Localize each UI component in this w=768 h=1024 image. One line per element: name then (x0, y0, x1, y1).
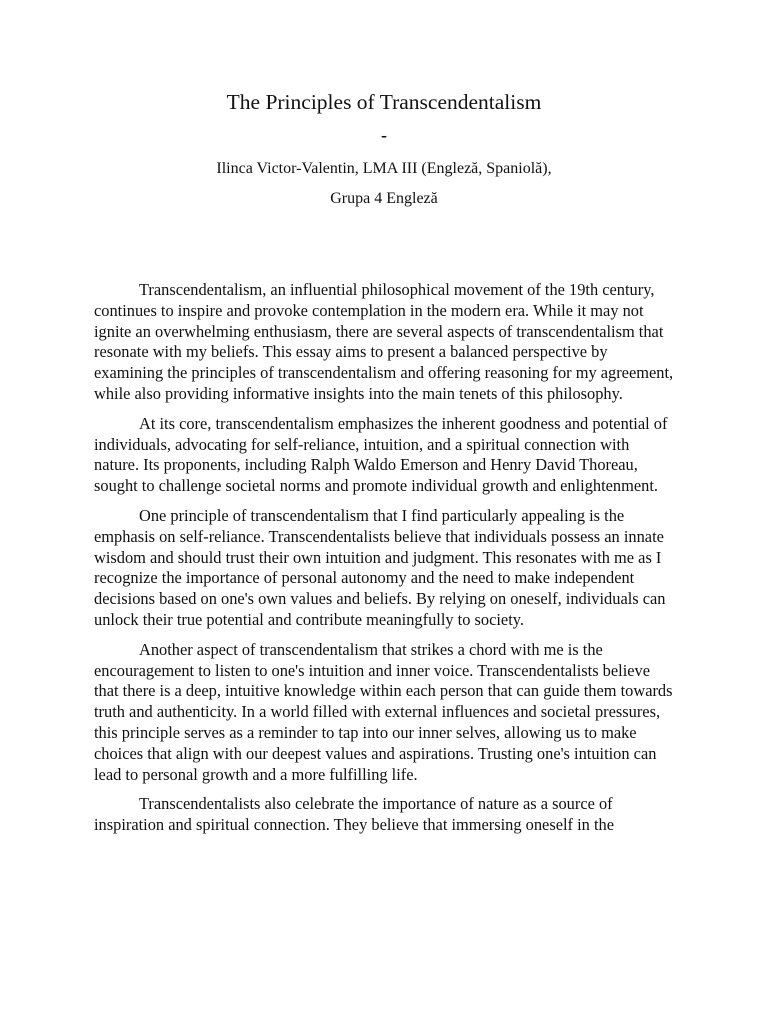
title-separator: - (381, 125, 387, 145)
paragraph-1: Transcendentalism, an influential philosophical movement of the 19th century, continues to inspire and provoke contemplation in the modern era. While it may not ignite an overwhelming enthusiasm, there are several aspects of transcendentalism that resonate with my beliefs. This essay aims to present a balanced perspective by examining the principles of transcendentalism and offering reasoning for my agreement, while also providing informative insights into the main tenets of this philosophy. (94, 280, 674, 403)
essay-body (94, 280, 676, 845)
paragraph-5: Transcendentalists also celebrate the importance of nature as a source of inspiration and spiritual connection. They believe that immersing oneself in the (94, 794, 614, 835)
document-title: The Principles of Transcendentalism (226, 90, 542, 114)
group-line: Grupa 4 Engleză (330, 190, 438, 207)
author-line: Ilinca Victor-Valentin, LMA III (Engleză, Spaniolă), (216, 160, 552, 177)
paragraph-3: One principle of transcendentalism that I find particularly appealing is the emphasis on self-reliance. Transcendentalists believe that individuals possess an innate wisdom and should trust their own intuition and judgment. This resonates with me as I recognize the importance of personal autonomy and the need to make independent decisions based on one's own values and beliefs. By relying on oneself, individuals can unlock their true potential and contribute meaningfully to society. (94, 505, 666, 629)
paragraph-2: At its core, transcendentalism emphasizes the inherent goodness and potential of individuals, advocating for self-reliance, intuition, and a spiritual connection with nature. Its proponents, including Ralph Waldo Emerson and Henry David Thoreau, sought to challenge societal norms and promote individual growth and enlightenment. (94, 413, 668, 496)
paragraph-4: Another aspect of transcendentalism that strikes a chord with me is the encouragement to listen to one's intuition and inner voice. Transcendentalists believe that there is a deep, intuitive knowledge within each person that can guide them towards truth and authenticity. In a world filled with external influences and societal pressures, this principle serves as a reminder to tap into our inner selves, allowing us to make choices that align with our deepest values and aspirations. Trusting one's intuition can lead to personal growth and a more fulfilling life. (94, 639, 673, 784)
